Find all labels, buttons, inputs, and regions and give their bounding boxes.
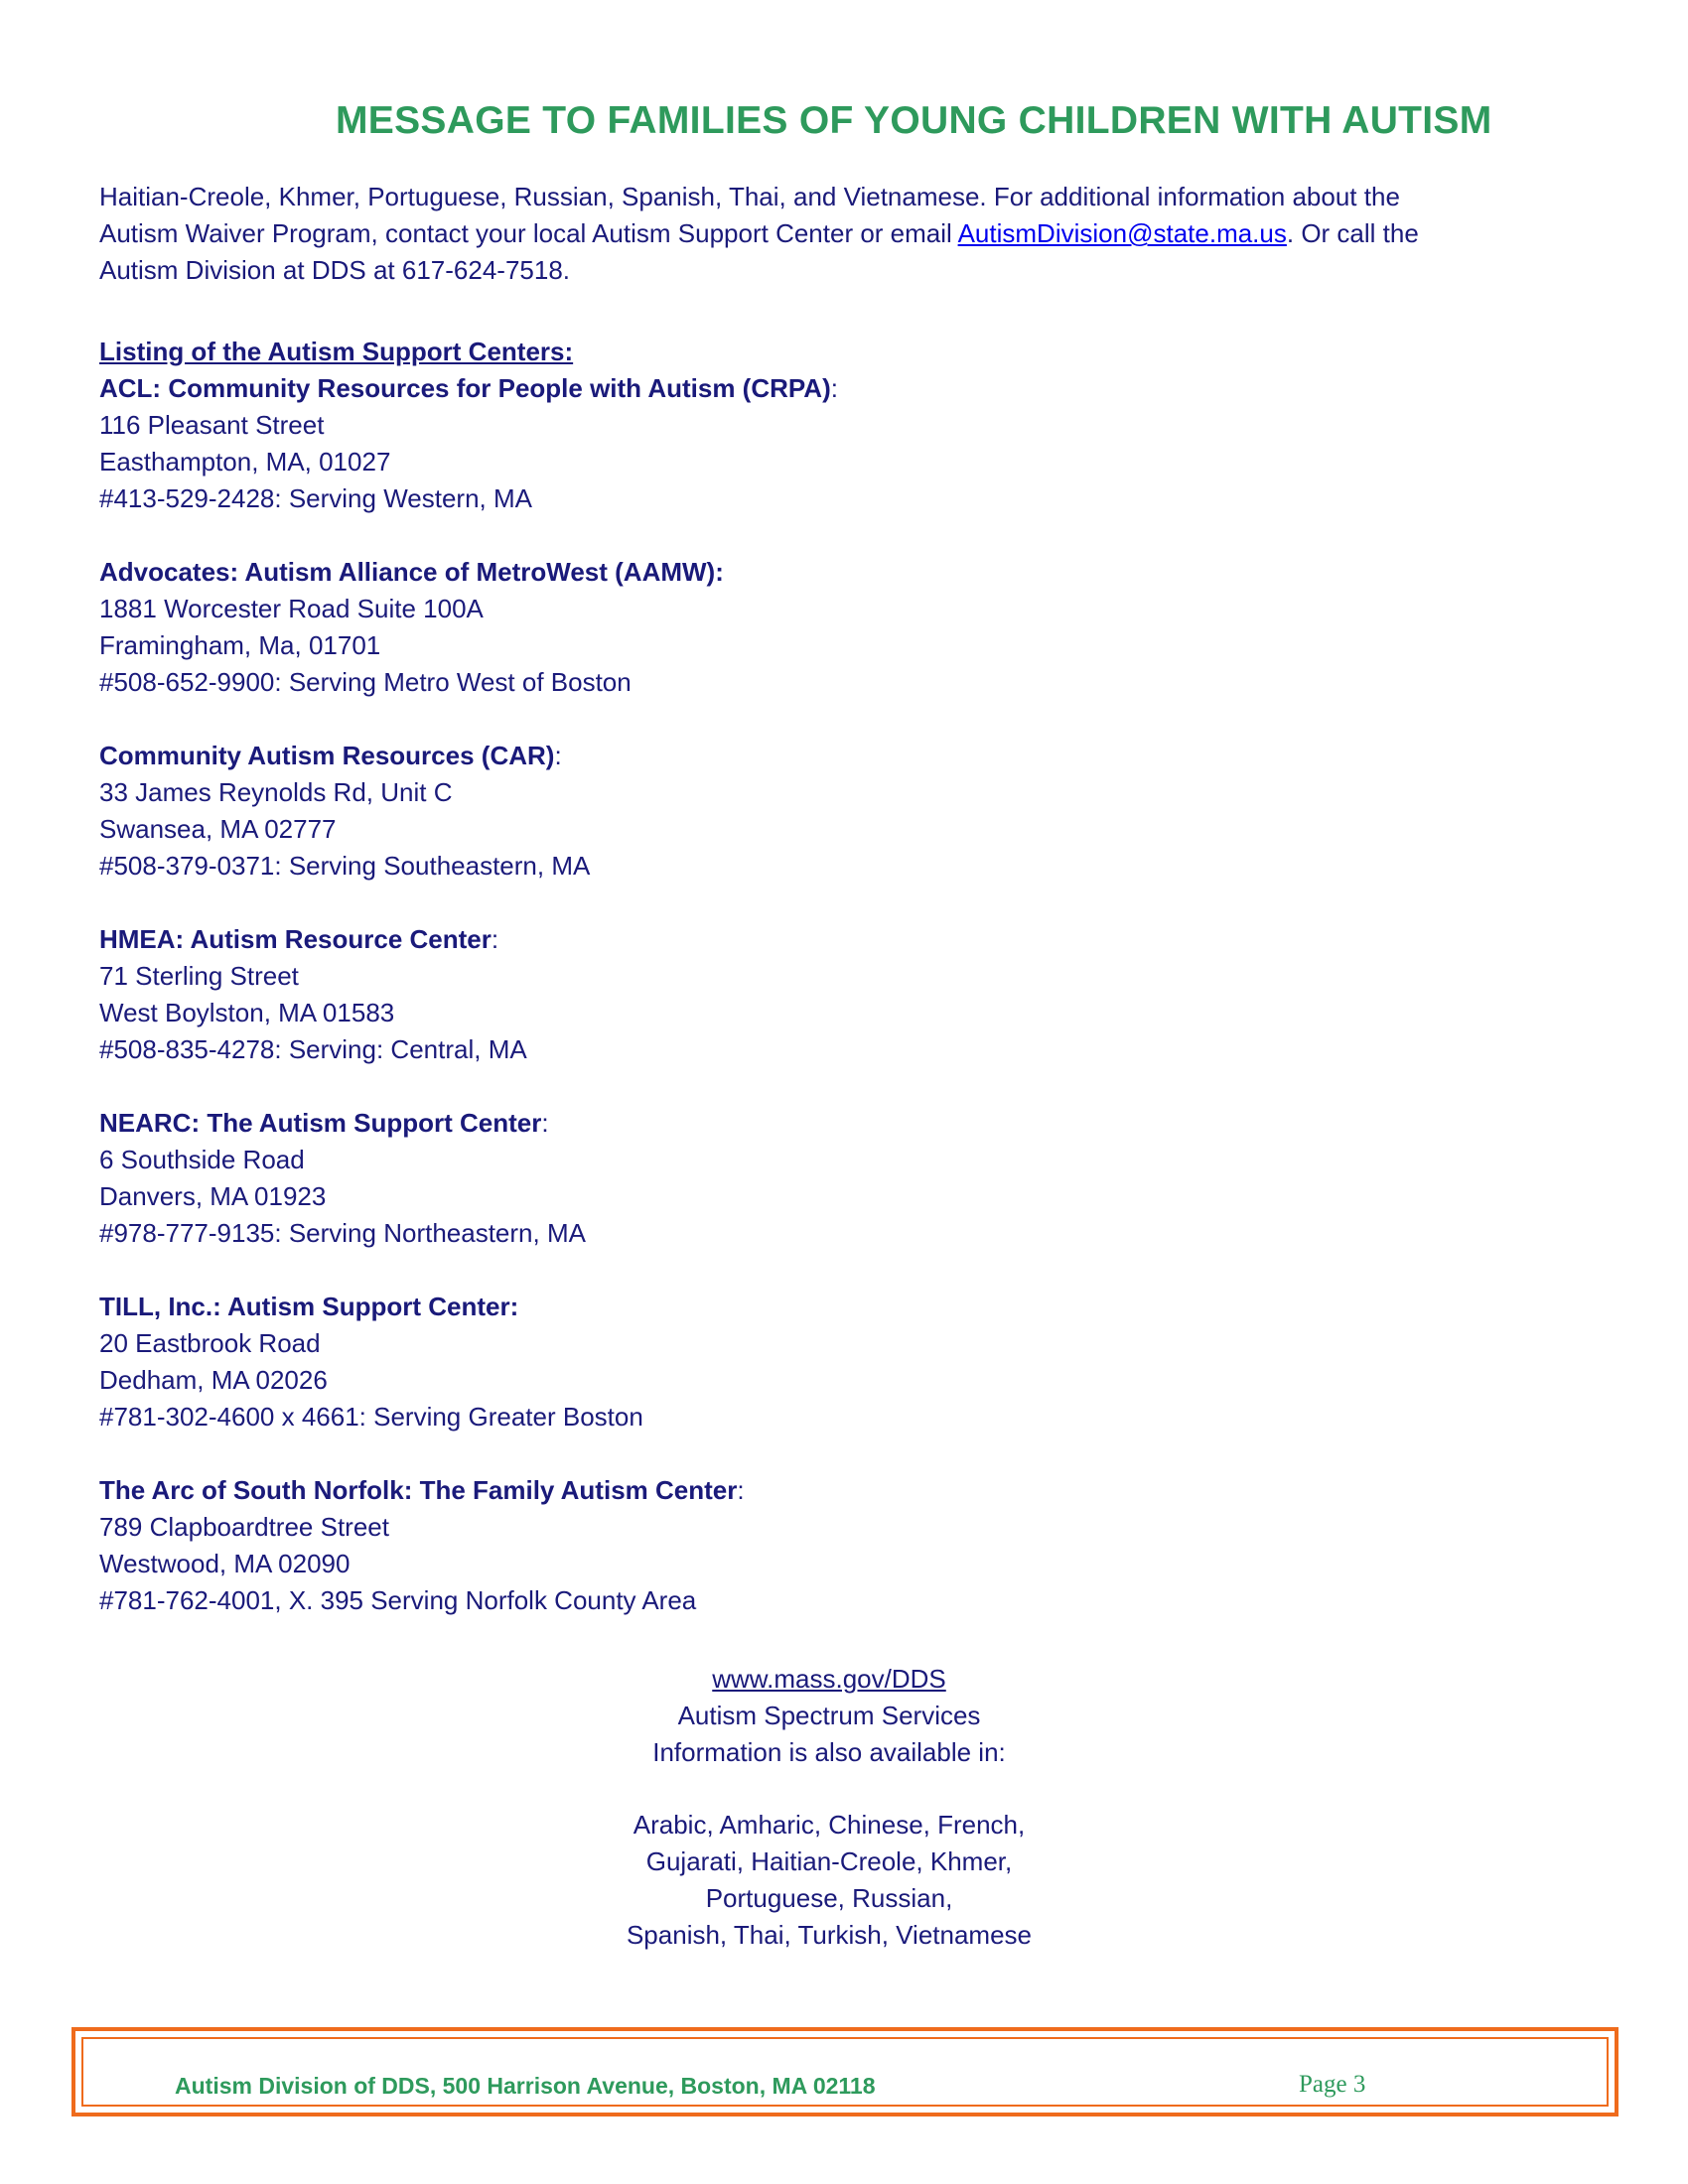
center-name-line (99, 1289, 1291, 1325)
center-hmea (99, 921, 1291, 1068)
center-street: 33 James Reynolds Rd, Unit C (99, 777, 453, 807)
center-name-line (99, 1472, 1291, 1509)
page-title: MESSAGE TO FAMILIES OF YOUNG CHILDREN WITH AUTISM (336, 99, 1492, 142)
center-phone: #508-835-4278: Serving: Central, MA (99, 1034, 527, 1064)
center-street: 71 Sterling Street (99, 961, 299, 991)
center-street: 6 Southside Road (99, 1145, 305, 1174)
center-name: ACL: Community Resources for People with Autism (CRPA) (99, 373, 831, 403)
center-city: West Boylston, MA 01583 (99, 998, 395, 1027)
center-city: Westwood, MA 02090 (99, 1549, 351, 1578)
website-link[interactable]: www.mass.gov/DDS (712, 1664, 946, 1694)
center-name-line (99, 370, 1291, 407)
center-colon: : (830, 373, 838, 403)
footer-address: Autism Division of DDS, 500 Harrison Avenue, Boston, MA 02118 (175, 2073, 876, 2099)
center-city: Framingham, Ma, 01701 (99, 630, 381, 660)
page-number: Page 3 (1299, 2071, 1366, 2098)
languages-line: Portuguese, Russian, (705, 1883, 953, 1913)
center-phone: #508-652-9900: Serving Metro West of Boston (99, 667, 632, 697)
intro-line-2 (99, 215, 1589, 252)
intro-line-2-tail: . Or call the (1286, 218, 1419, 248)
languages-line: Spanish, Thai, Turkish, Vietnamese (626, 1920, 1033, 1950)
center-street: 1881 Worcester Road Suite 100A (99, 594, 484, 623)
center-colon: : (491, 924, 499, 954)
center-name: HMEA: Autism Resource Center (99, 924, 492, 954)
center-arc-south-norfolk (99, 1472, 1291, 1619)
center-name: Community Autism Resources (CAR) (99, 741, 555, 770)
center-street: 20 Eastbrook Road (99, 1328, 321, 1358)
languages-line: Arabic, Amharic, Chinese, French, (633, 1810, 1026, 1840)
intro-paragraph (99, 179, 1589, 289)
intro-line-1: Haitian-Creole, Khmer, Portuguese, Russian, Spanish, Thai, and Vietnamese. For additional information about the (99, 182, 1400, 211)
center-car (99, 738, 1291, 885)
center-city: Dedham, MA 02026 (99, 1365, 328, 1395)
center-colon: : (541, 1108, 549, 1138)
center-city: Swansea, MA 02777 (99, 814, 337, 844)
available-label: Information is also available in: (652, 1737, 1006, 1767)
services-label: Autism Spectrum Services (677, 1701, 981, 1730)
center-name: The Arc of South Norfolk: The Family Autism Center (99, 1475, 738, 1505)
center-name-line (99, 1105, 1291, 1142)
center-aamw (99, 554, 1291, 701)
website-block (496, 1661, 1162, 1771)
center-colon: : (554, 741, 562, 770)
center-name-line (99, 554, 1291, 591)
listing-heading: Listing of the Autism Support Centers: (99, 337, 574, 366)
footer-border (71, 2027, 1618, 2116)
center-city: Easthampton, MA, 01027 (99, 447, 391, 477)
center-name-line (99, 738, 1291, 774)
languages-block (496, 1807, 1162, 1954)
center-till (99, 1289, 1291, 1435)
center-city: Danvers, MA 01923 (99, 1181, 327, 1211)
center-colon: : (737, 1475, 745, 1505)
center-name: NEARC: The Autism Support Center (99, 1108, 542, 1138)
center-street: 116 Pleasant Street (99, 410, 325, 440)
center-name: Advocates: Autism Alliance of MetroWest (AAMW): (99, 557, 724, 587)
center-name-line (99, 921, 1291, 958)
center-phone: #781-762-4001, X. 395 Serving Norfolk County Area (99, 1585, 697, 1615)
center-phone: #508-379-0371: Serving Southeastern, MA (99, 851, 591, 881)
email-link[interactable]: AutismDivision@state.ma.us (957, 218, 1287, 248)
center-crpa (99, 370, 1291, 517)
intro-line-2-text: Autism Waiver Program, contact your local Autism Support Center or email (99, 218, 958, 248)
center-phone: #978-777-9135: Serving Northeastern, MA (99, 1218, 586, 1248)
languages-line: Gujarati, Haitian-Creole, Khmer, (645, 1846, 1013, 1876)
center-name: TILL, Inc.: Autism Support Center: (99, 1292, 519, 1321)
center-street: 789 Clapboardtree Street (99, 1512, 389, 1542)
intro-line-3: Autism Division at DDS at 617-624-7518. (99, 255, 571, 285)
support-centers-listing (99, 334, 1291, 1656)
center-nearc (99, 1105, 1291, 1252)
center-phone: #781-302-4600 x 4661: Serving Greater Boston (99, 1402, 643, 1432)
center-phone: #413-529-2428: Serving Western, MA (99, 483, 532, 513)
